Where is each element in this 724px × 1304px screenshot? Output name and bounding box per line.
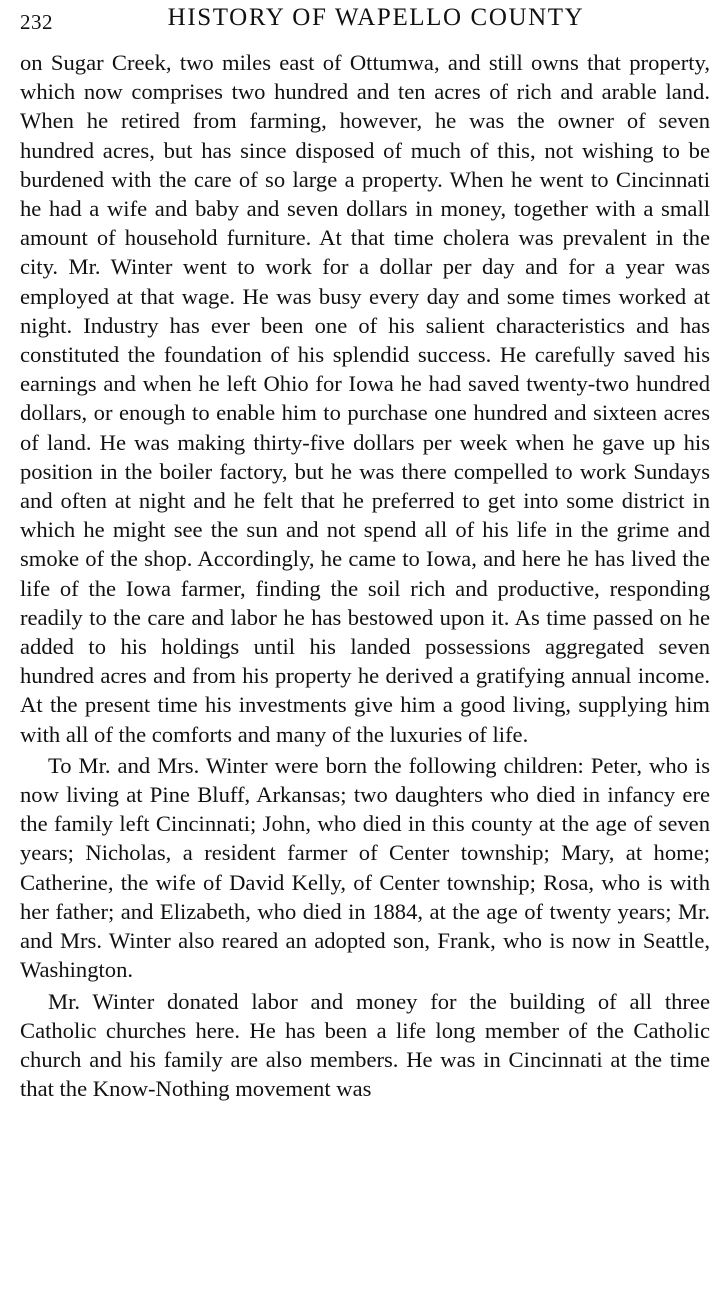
page-number: 232 bbox=[20, 10, 53, 34]
running-title: HISTORY OF WAPELLO COUNTY bbox=[167, 4, 585, 31]
paragraph-continuation: on Sugar Creek, two miles east of Ottumwa, and still owns that property, which now comprises two hundred and ten acres of rich and arable land. When he retired from farming, however, he was the owner of seven hundred acres, but has since disposed of much of this, not wishing to be burdened with the care of so large a property. When he went to Cincinnati he had a wife and baby and seven dollars in money, together with a small amount of household furniture. At that time cholera was prevalent in the city. Mr. Winter went to work for a dollar per day and for a year was employed at that wage. He was busy every day and some times worked at night. Industry has ever been one of his salient characteristics and has constituted the foundation of his splendid success. He carefully saved his earnings and when he left Ohio for Iowa he had saved twenty-two hundred dollars, or enough to enable him to purchase one hundred and sixteen acres of land. He was making thirty-five dollars per week when he gave up his position in the boiler factory, but he was there compelled to work Sundays and often at night and he felt that he preferred to get into some district in which he might see the sun and not spend all of his life in the grime and smoke of the shop. Accordingly, he came to Iowa, and here he has lived the life of the Iowa farmer, finding the soil rich and productive, responding readily to the care and labor he has bestowed upon it. As time passed on he added to his holdings until his landed possessions aggregated seven hundred acres and from his property he derived a gratifying annual income. At the present time his investments give him a good living, supplying him with all of the comforts and many of the luxuries of life. bbox=[20, 50, 710, 747]
paragraph-children: To Mr. and Mrs. Winter were born the following children: Peter, who is now living at Pine Bluff, Arkansas; two daughters who died in infancy ere the family left Cincinnati; John, who died in this county at the age of seven years; Nicholas, a resident farmer of Center township; Mary, at home; Catherine, the wife of David Kelly, of Center township; Rosa, who is with her father; and Elizabeth, who died in 1884, at the age of twenty years; Mr. and Mrs. Winter also reared an adopted son, Frank, who is now in Seattle, Washington. bbox=[20, 752, 710, 983]
body-text bbox=[20, 48, 710, 1103]
paragraph-church: Mr. Winter donated labor and money for the building of all three Catholic churches here. He has been a life long member of the Catholic church and his family are also members. He was in Cincinnati at the time that the Know-Nothing movement was bbox=[20, 988, 710, 1102]
page-header bbox=[20, 2, 710, 38]
